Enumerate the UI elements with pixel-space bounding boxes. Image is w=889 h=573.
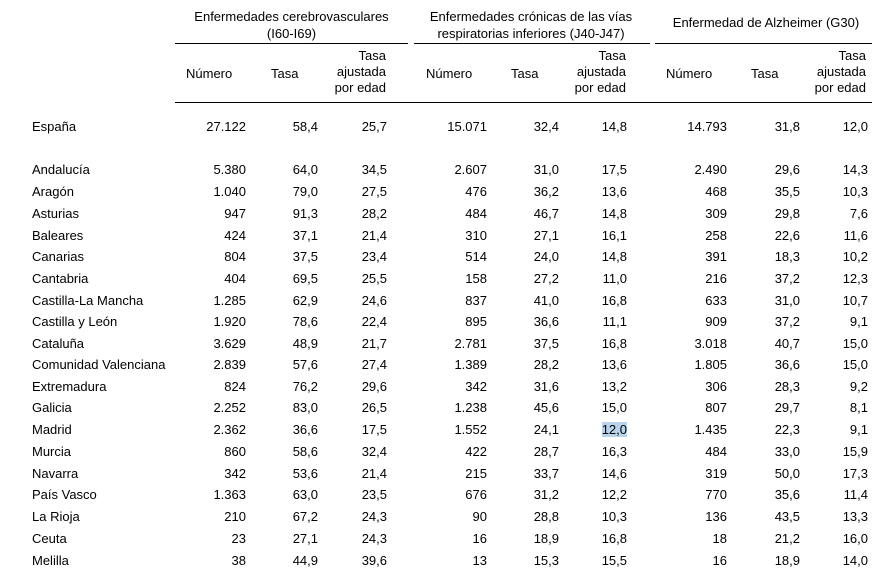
table-cell: 1.552 bbox=[454, 422, 487, 437]
table-cell: 24,0 bbox=[533, 249, 559, 264]
subheader-tasa-ajustada bbox=[558, 48, 626, 96]
table-cell: 2.839 bbox=[213, 357, 246, 372]
subheader-tasa-ajustada bbox=[318, 48, 386, 96]
table-cell: 676 bbox=[465, 487, 487, 502]
table-cell: 37,5 bbox=[533, 336, 559, 351]
table-cell: 37,2 bbox=[774, 314, 800, 329]
table-cell: 28,2 bbox=[361, 206, 387, 221]
row-label: Castilla-La Mancha bbox=[32, 293, 144, 308]
table-cell: 91,3 bbox=[292, 206, 318, 221]
table-cell: 21,4 bbox=[361, 228, 387, 243]
table-cell: 14,0 bbox=[842, 553, 868, 568]
subheader-line: ajustada bbox=[816, 64, 866, 79]
table-cell: 21,4 bbox=[361, 466, 387, 481]
row-label: País Vasco bbox=[32, 487, 97, 502]
table-cell: 422 bbox=[465, 444, 487, 459]
table-cell: 11,0 bbox=[602, 271, 627, 286]
table-cell: 34,5 bbox=[361, 162, 387, 177]
table-cell: 15,3 bbox=[533, 553, 559, 568]
table-cell: 36,2 bbox=[533, 184, 559, 199]
table-cell: 16,8 bbox=[601, 531, 627, 546]
row-label: Comunidad Valenciana bbox=[32, 357, 166, 372]
row-label: Asturias bbox=[32, 206, 79, 221]
group-header-respiratory bbox=[412, 8, 650, 42]
table-cell: 13,3 bbox=[842, 509, 868, 524]
table-cell: 9,1 bbox=[849, 422, 868, 437]
table-cell: 21,7 bbox=[361, 336, 387, 351]
table-cell: 26,5 bbox=[361, 400, 387, 415]
table-cell: 22,4 bbox=[361, 314, 387, 329]
row-label: Baleares bbox=[32, 228, 84, 243]
row-label: Canarias bbox=[32, 249, 85, 264]
table-cell: 31,2 bbox=[533, 487, 559, 502]
table-cell: 14,8 bbox=[601, 206, 627, 221]
table-cell: 2.362 bbox=[213, 422, 246, 437]
table-cell: 13,6 bbox=[601, 357, 627, 372]
table-cell: 17,3 bbox=[842, 466, 868, 481]
table-cell: 16,0 bbox=[842, 531, 868, 546]
subheader-line: Tasa bbox=[358, 48, 386, 63]
table-cell: 14,8 bbox=[601, 119, 627, 134]
table-cell: 3.018 bbox=[694, 336, 727, 351]
table-cell: 824 bbox=[224, 379, 246, 394]
table-cell: 484 bbox=[705, 444, 727, 459]
table-cell: 215 bbox=[465, 466, 487, 481]
table-cell: 16 bbox=[712, 553, 727, 568]
table-cell: 28,2 bbox=[533, 357, 559, 372]
table-cell: 10,2 bbox=[842, 249, 868, 264]
table-cell: 11,4 bbox=[843, 487, 868, 502]
table-cell: 804 bbox=[224, 249, 246, 264]
table-cell: 29,6 bbox=[361, 379, 387, 394]
table-cell: 11,1 bbox=[602, 314, 627, 329]
table-cell: 16 bbox=[472, 531, 487, 546]
table-cell: 15,0 bbox=[842, 357, 868, 372]
table-cell: 36,6 bbox=[292, 422, 318, 437]
table-cell: 27,4 bbox=[361, 357, 387, 372]
table-cell bbox=[547, 422, 627, 438]
table-cell: 46,7 bbox=[533, 206, 559, 221]
row-label: Galicia bbox=[32, 400, 72, 415]
table-cell: 14,8 bbox=[601, 249, 627, 264]
row-label: Navarra bbox=[32, 466, 79, 481]
table-cell: 69,5 bbox=[292, 271, 318, 286]
table-cell: 1.920 bbox=[213, 314, 246, 329]
table-cell: 13,6 bbox=[601, 184, 627, 199]
table-cell: 11,6 bbox=[843, 228, 868, 243]
table-cell: 17,5 bbox=[601, 162, 627, 177]
group-underline bbox=[175, 43, 408, 44]
table-cell: 27,5 bbox=[361, 184, 387, 199]
table-cell: 29,8 bbox=[774, 206, 800, 221]
table-cell: 53,6 bbox=[292, 466, 318, 481]
table-cell: 770 bbox=[705, 487, 727, 502]
table-cell: 29,6 bbox=[774, 162, 800, 177]
subheader-line: por edad bbox=[334, 80, 386, 95]
group-header-cerebrovascular bbox=[175, 8, 408, 42]
table-cell: 22,3 bbox=[774, 422, 800, 437]
table-cell: 216 bbox=[705, 271, 727, 286]
subheader-line: ajustada bbox=[576, 64, 626, 79]
table-cell: 15,0 bbox=[842, 336, 868, 351]
table-cell: 62,9 bbox=[292, 293, 318, 308]
table-cell: 76,2 bbox=[292, 379, 318, 394]
table-cell: 12,2 bbox=[601, 487, 627, 502]
table-cell: 342 bbox=[224, 466, 246, 481]
table-cell: 28,3 bbox=[774, 379, 800, 394]
table-cell: 64,0 bbox=[292, 162, 318, 177]
table-cell: 2.781 bbox=[454, 336, 487, 351]
table-cell: 50,0 bbox=[774, 466, 800, 481]
table-cell: 309 bbox=[705, 206, 727, 221]
table-cell: 37,5 bbox=[292, 249, 318, 264]
group-header-line: (I60-I69) bbox=[266, 26, 317, 41]
table-cell: 16,8 bbox=[601, 336, 627, 351]
table-cell: 2.607 bbox=[454, 162, 487, 177]
table-cell: 1.389 bbox=[454, 357, 487, 372]
table-cell: 15,9 bbox=[842, 444, 868, 459]
table-cell: 78,6 bbox=[292, 314, 318, 329]
table-cell: 24,3 bbox=[361, 531, 387, 546]
table-cell: 7,6 bbox=[849, 206, 868, 221]
table-cell: 14,6 bbox=[601, 466, 627, 481]
table-cell: 18,3 bbox=[774, 249, 800, 264]
table-cell: 306 bbox=[705, 379, 727, 394]
table-cell: 27.122 bbox=[206, 119, 246, 134]
table-cell: 29,7 bbox=[774, 400, 800, 415]
table-cell: 13,2 bbox=[601, 379, 627, 394]
table-cell: 23,5 bbox=[361, 487, 387, 502]
table-cell: 63,0 bbox=[292, 487, 318, 502]
table-cell: 484 bbox=[465, 206, 487, 221]
subheader-line: Tasa bbox=[598, 48, 626, 63]
table-cell: 16,8 bbox=[601, 293, 627, 308]
subheader-line: ajustada bbox=[336, 64, 386, 79]
table-cell: 25,7 bbox=[361, 119, 387, 134]
table-cell: 807 bbox=[705, 400, 727, 415]
group-underline bbox=[414, 43, 650, 44]
subheader-numero: Número bbox=[186, 66, 233, 81]
table-cell: 1.435 bbox=[694, 422, 727, 437]
table-cell: 48,9 bbox=[292, 336, 318, 351]
table-cell: 43,5 bbox=[774, 509, 800, 524]
table-cell: 2.490 bbox=[694, 162, 727, 177]
table-cell: 468 bbox=[705, 184, 727, 199]
table-cell: 10,3 bbox=[601, 509, 627, 524]
table-cell: 514 bbox=[465, 249, 487, 264]
table-cell: 12,3 bbox=[842, 271, 868, 286]
row-label: España bbox=[32, 119, 77, 134]
table-cell: 16,3 bbox=[601, 444, 627, 459]
table-cell: 31,0 bbox=[533, 162, 559, 177]
group-header-line: Enfermedad de Alzheimer (G30) bbox=[672, 15, 860, 30]
row-label: Murcia bbox=[32, 444, 72, 459]
table-cell: 1.040 bbox=[213, 184, 246, 199]
table-cell: 57,6 bbox=[292, 357, 318, 372]
subheader-tasa: Tasa bbox=[271, 66, 299, 81]
table-cell: 79,0 bbox=[292, 184, 318, 199]
table-cell: 33,0 bbox=[774, 444, 800, 459]
table-cell: 136 bbox=[705, 509, 727, 524]
table-cell: 10,3 bbox=[842, 184, 868, 199]
table-cell: 24,1 bbox=[533, 422, 559, 437]
table-cell: 32,4 bbox=[533, 119, 559, 134]
row-label: Aragón bbox=[32, 184, 74, 199]
table-cell: 37,1 bbox=[292, 228, 318, 243]
subheader-tasa: Tasa bbox=[511, 66, 539, 81]
table-cell: 1.285 bbox=[213, 293, 246, 308]
table-cell: 1.238 bbox=[454, 400, 487, 415]
table-cell: 8,1 bbox=[849, 400, 868, 415]
subheader-numero: Número bbox=[426, 66, 473, 81]
table-cell: 58,4 bbox=[292, 119, 318, 134]
table-cell: 633 bbox=[705, 293, 727, 308]
table-cell: 391 bbox=[705, 249, 727, 264]
table-cell: 909 bbox=[705, 314, 727, 329]
table-cell: 12,0 bbox=[842, 119, 868, 134]
table-cell: 83,0 bbox=[292, 400, 318, 415]
table-cell: 58,6 bbox=[292, 444, 318, 459]
table-cell: 1.805 bbox=[694, 357, 727, 372]
table-cell: 27,2 bbox=[533, 271, 559, 286]
row-label: Castilla y León bbox=[32, 314, 118, 329]
table-cell: 310 bbox=[465, 228, 487, 243]
table-cell: 1.363 bbox=[213, 487, 246, 502]
table-cell: 476 bbox=[465, 184, 487, 199]
table-cell: 860 bbox=[224, 444, 246, 459]
group-header-alzheimer bbox=[655, 14, 877, 31]
table-cell: 18 bbox=[712, 531, 727, 546]
table-cell: 3.629 bbox=[213, 336, 246, 351]
table-cell: 210 bbox=[224, 509, 246, 524]
table-cell: 90 bbox=[472, 509, 487, 524]
table-cell: 947 bbox=[224, 206, 246, 221]
table-cell: 36,6 bbox=[774, 357, 800, 372]
table-cell: 28,8 bbox=[533, 509, 559, 524]
row-label: Melilla bbox=[32, 553, 69, 568]
table-cell: 32,4 bbox=[361, 444, 387, 459]
table-cell: 41,0 bbox=[533, 293, 559, 308]
table-cell: 16,1 bbox=[601, 228, 627, 243]
table-cell: 24,6 bbox=[361, 293, 387, 308]
table-cell: 23,4 bbox=[361, 249, 387, 264]
table-cell: 35,6 bbox=[774, 487, 800, 502]
table-cell: 158 bbox=[465, 271, 487, 286]
table-cell: 13 bbox=[472, 553, 487, 568]
row-label: Andalucía bbox=[32, 162, 90, 177]
subheader-numero: Número bbox=[666, 66, 713, 81]
table-cell: 9,2 bbox=[849, 379, 868, 394]
table-cell: 895 bbox=[465, 314, 487, 329]
subheader-line: Tasa bbox=[838, 48, 866, 63]
row-label: Ceuta bbox=[32, 531, 67, 546]
table-cell: 31,0 bbox=[774, 293, 800, 308]
table-cell: 14.793 bbox=[687, 119, 727, 134]
row-label: Madrid bbox=[32, 422, 72, 437]
table-cell: 23 bbox=[231, 531, 246, 546]
group-header-line: respiratorias inferiores (J40-J47) bbox=[437, 26, 625, 41]
table-cell: 28,7 bbox=[533, 444, 559, 459]
table-cell: 27,1 bbox=[292, 531, 318, 546]
table-cell: 22,6 bbox=[774, 228, 800, 243]
table-cell: 21,2 bbox=[774, 531, 800, 546]
table-cell: 17,5 bbox=[361, 422, 387, 437]
table-cell: 404 bbox=[224, 271, 246, 286]
table-cell: 33,7 bbox=[533, 466, 559, 481]
table-cell: 15,0 bbox=[601, 400, 627, 415]
table-cell: 45,6 bbox=[533, 400, 559, 415]
group-header-line: Enfermedades crónicas de las vías bbox=[429, 9, 633, 24]
header-bottom-rule bbox=[175, 102, 872, 103]
table-cell: 5.380 bbox=[213, 162, 246, 177]
table-cell: 15,5 bbox=[601, 553, 627, 568]
subheader-line: por edad bbox=[814, 80, 866, 95]
table-cell: 14,3 bbox=[842, 162, 868, 177]
table-cell: 67,2 bbox=[292, 509, 318, 524]
group-header-line: Enfermedades cerebrovasculares bbox=[194, 9, 389, 24]
group-underline bbox=[655, 43, 872, 44]
table-cell: 424 bbox=[224, 228, 246, 243]
table-cell: 2.252 bbox=[213, 400, 246, 415]
row-label: Cantabria bbox=[32, 271, 89, 286]
table-cell: 31,8 bbox=[774, 119, 800, 134]
selected-cell-highlight[interactable]: 12,0 bbox=[601, 422, 627, 437]
table-cell: 10,7 bbox=[842, 293, 868, 308]
table-cell: 319 bbox=[705, 466, 727, 481]
row-label: Cataluña bbox=[32, 336, 85, 351]
table-cell: 31,6 bbox=[533, 379, 559, 394]
table-cell: 837 bbox=[465, 293, 487, 308]
table-cell: 18,9 bbox=[533, 531, 559, 546]
table-cell: 24,3 bbox=[361, 509, 387, 524]
subheader-tasa: Tasa bbox=[751, 66, 779, 81]
table-cell: 9,1 bbox=[849, 314, 868, 329]
table-cell: 38 bbox=[231, 553, 246, 568]
table-cell: 39,6 bbox=[361, 553, 387, 568]
table-cell: 36,6 bbox=[533, 314, 559, 329]
table-cell: 44,9 bbox=[292, 553, 318, 568]
row-label: Extremadura bbox=[32, 379, 107, 394]
table-cell: 342 bbox=[465, 379, 487, 394]
subheader-line: por edad bbox=[574, 80, 626, 95]
table-cell: 25,5 bbox=[361, 271, 387, 286]
table-cell: 18,9 bbox=[774, 553, 800, 568]
subheader-tasa-ajustada bbox=[798, 48, 866, 96]
table-cell: 37,2 bbox=[774, 271, 800, 286]
row-label: La Rioja bbox=[32, 509, 80, 524]
table-cell: 258 bbox=[705, 228, 727, 243]
table-cell: 15.071 bbox=[447, 119, 487, 134]
table-cell: 27,1 bbox=[533, 228, 559, 243]
table-cell: 40,7 bbox=[774, 336, 800, 351]
table-cell: 35,5 bbox=[774, 184, 800, 199]
